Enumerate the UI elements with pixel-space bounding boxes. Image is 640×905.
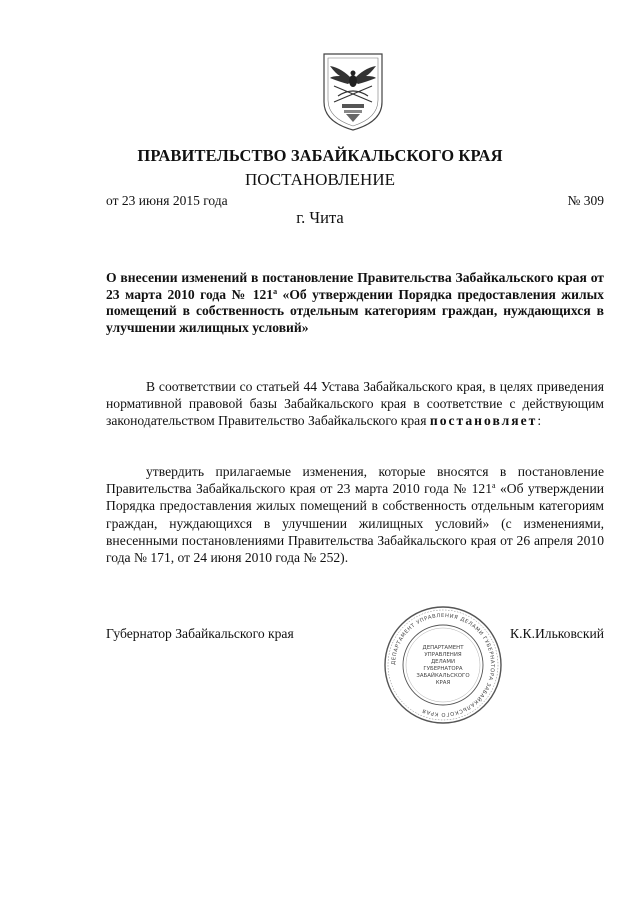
document-type: ПОСТАНОВЛЕНИЕ (244, 170, 395, 189)
coat-of-arms-icon (318, 50, 388, 132)
seal-line: ДЕПАРТАМЕНТ (422, 645, 464, 651)
title-superscript: а (273, 286, 278, 296)
seal-line: УПРАВЛЕНИЯ (424, 652, 462, 658)
signer-position: Губернатор Забайкальского края (106, 626, 294, 641)
official-stamp-icon (382, 604, 504, 726)
paragraph-preamble (106, 378, 604, 430)
svg-text:ДЕПАРТАМЕНТ УПРАВЛЕНИЯ ДЕЛАМИ (391, 613, 495, 717)
government-name: ПРАВИТЕЛЬСТВО ЗАБАЙКАЛЬСКОГО КРАЯ (137, 146, 503, 165)
seal-line: ГУБЕРНАТОРА (423, 666, 463, 672)
seal-line: ДЕЛАМИ (430, 659, 456, 665)
title-part-2: «Об утверждении Порядка предоставления жилых помещений в собственность отдельным категориям граждан, нуждающихся в улучшении жилищных условий» (106, 286, 604, 335)
resolution-part-2: «Об утверждении Порядка предоставления жилых помещений в собственность отдельным категориям граждан, нуждающихся в улучшении жилищных условий» (с изменениями, внесенными постановлениями Правительства Забайкальского края от 26 апреля 2010 года № 171, от 24 июня 2010 года № 252). (106, 481, 605, 566)
seal-line: КРАЯ (435, 680, 451, 686)
city: г. Чита (296, 208, 344, 227)
paragraph-resolution (106, 463, 604, 566)
seal-line: ЗАБАЙКАЛЬСКОГО (416, 673, 470, 679)
decree-title (106, 270, 604, 336)
decree-number: № 309 (567, 193, 604, 208)
title-part-1: О внесении изменений в постановление Правительства Забайкальского края от 23 марта 2010 года № 121 (106, 270, 604, 302)
decrees-word: постановляет (429, 413, 538, 429)
preamble-text: В соответствии со статьей 44 Устава Забайкальского края, в целях приведения нормативной правовой базы Забайкальского края в соответствие с действующим законодательством Правительство Забайкальского края (106, 379, 604, 429)
preamble-end: : (537, 413, 542, 429)
resolution-superscript: а (492, 481, 496, 491)
signer-name: К.К.Ильковский (510, 626, 604, 641)
decree-date: от 23 июня 2015 года (106, 193, 228, 208)
resolution-part-1: утвердить прилагаемые изменения, которые вносятся в постановление Правительства Забайкальского края от 23 марта 2010 года № 121 (106, 464, 604, 497)
seal-outer-text: ДЕПАРТАМЕНТ УПРАВЛЕНИЯ ДЕЛАМИ ГУБЕРНАТОРА ЗАБАЙКАЛЬСКОГО КРАЯ (390, 612, 496, 718)
